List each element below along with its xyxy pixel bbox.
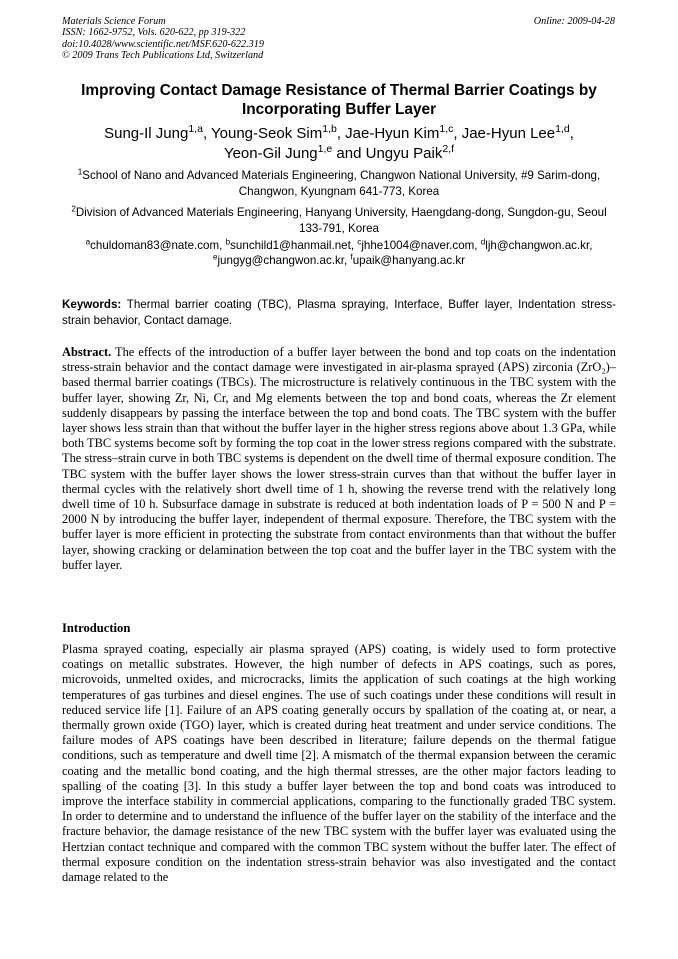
affiliation-1: $^1$School of Nano and Advanced Materials Engineering, Changwon National University, #9 Sarim-dong, Changwon, Kyungnam 641-773, Korea	[77, 167, 601, 198]
email-list	[62, 239, 616, 268]
email[interactable]: $^c$jhhe1004@naver.com,	[357, 237, 481, 252]
author-list	[62, 124, 616, 163]
journal-header	[62, 16, 264, 62]
keywords-text: Thermal barrier coating (TBC), Plasma spraying, Interface, Buffer layer, Indentation stress-strain behavior, Contact damage.	[62, 298, 616, 327]
keywords	[62, 297, 616, 329]
doi-line[interactable]: doi:10.4028/www.scientific.net/MSF.620-622.319	[62, 38, 264, 50]
issn-line: ISSN: 1662-9752, Vols. 620-622, pp 319-322	[62, 27, 246, 39]
online-date: Online: 2009-04-28	[533, 16, 615, 27]
author: Young-Seok Sim$^{1,b}$,	[211, 123, 346, 142]
author: Yeon-Gil Jung$^{1,e}$ and	[223, 142, 366, 162]
abstract	[62, 345, 616, 573]
copyright-line: © 2009 Trans Tech Publications Ltd, Switzerland	[62, 50, 264, 62]
section-heading-introduction: Introduction	[62, 621, 131, 635]
email[interactable]: $^a$chuldoman83@nate.com,	[85, 237, 226, 252]
author: Sung-Il Jung$^{1,a}$,	[104, 123, 212, 142]
paper-title	[62, 81, 616, 119]
introduction-text: Plasma sprayed coating, especially air plasma sprayed (APS) coating, is widely used to form protective coatings on metallic substrates. However, the high number of defects in APS coatings, such as pores, microvoids, unmelted oxides, and microcracks, limits the application of such coatings at the high working temperatures of gas turbines and diesel engines. The use of such coatings under these conditions will result in reduced service life [1]. Failure of an APS coating generally occurs by spallation of the coating at, or near, a thermally grown oxide (TGO) layer, which is created during heat treatment and under service conditions. The failure modes of APS coatings have been described in literature; failure depends on the thermal fatigue conditions, such as temperature and dwell time [2]. A mismatch of the thermal expansion between the ceramic coating and the metallic bond coating, and the high thermal stresses, are the other major factors leading to spalling of the coating [3]. In this study a buffer layer between the top and bond coats was introduced to improve the interface stability in commercial applications, comparing to the functionally graded TBC system. In order to determine and to understand the influence of the buffer layer on the stability of the interface and the fracture behavior, the damage resistance of the new TBC system with the buffer layer was evaluated using the Hertzian contact technique and compared with the common TBC system without the buffer later. The effect of thermal exposure condition on the indentation stress-strain behavior was also investigated and the contact damage related to the	[62, 642, 616, 885]
email[interactable]: $^f$upaik@hanyang.ac.kr	[350, 252, 466, 267]
email[interactable]: $^e$jungyg@changwon.ac.kr,	[212, 252, 351, 267]
author: Ungyu Paik$^{2,f}$	[365, 142, 455, 162]
author: Jae-Hyun Kim$^{1,c}$,	[345, 123, 462, 142]
abstract-text: The effects of the introduction of a buffer layer between the bond and top coats on the indentation stress-strain behavior and the contact damage were investigated in air-plasma sprayed (APS) zirconia (ZrO₂)–based thermal barrier coatings (TBCs). The microstructure is relatively continuous in the TBC system with the buffer layer, showing Zr, Ni, Cr, and Mg elements between the top and bond coats, whereas the Zr element suddenly disappears by passing the interface between the top and bond coats. The TBC system with the buffer layer shows less strain than that without the buffer layer in the higher stress regions above about 1.3 GPa, while both TBC systems become soft by forming the top coat in the lower stress regions compared with the substrate. The stress–strain curve in both TBC systems is dependent on the dwell time of thermal exposure condition. The TBC system with the buffer layer shows the lower stress-strain curves than that without the buffer layer in thermal cycles with the relatively short dwell time of 1 h, showing the reverse trend with the relatively long dwell time of 10 h. Subsurface damage in substrate is reduced at both indentation loads of P = 500 N and P = 2000 N by introducing the buffer layer, independent of thermal exposure. Therefore, the TBC system with the buffer layer is more efficient in protecting the substrate from contact environments than that without the buffer layer, showing cracking or delamination between the top coat and the buffer layer in the TBC system with the buffer layer.	[62, 345, 616, 572]
email[interactable]: $^d$ljh@changwon.ac.kr,	[480, 237, 593, 252]
abstract-label: Abstract.	[62, 345, 112, 359]
email[interactable]: $^b$sunchild1@hanmail.net,	[225, 237, 358, 252]
journal-name: Materials Science Forum	[62, 16, 166, 27]
keywords-label: Keywords:	[62, 298, 122, 311]
author: Jae-Hyun Lee$^{1,d}$,	[461, 123, 574, 142]
affiliation-2: $^2$Division of Advanced Materials Engineering, Hanyang University, Haengdang-dong, Sungdon-gu, Seoul 133-791, Korea	[71, 204, 607, 235]
title-line-1: Improving Contact Damage Resistance of Thermal Barrier Coatings by	[81, 82, 597, 99]
title-line-2: Incorporating Buffer Layer	[241, 101, 437, 118]
